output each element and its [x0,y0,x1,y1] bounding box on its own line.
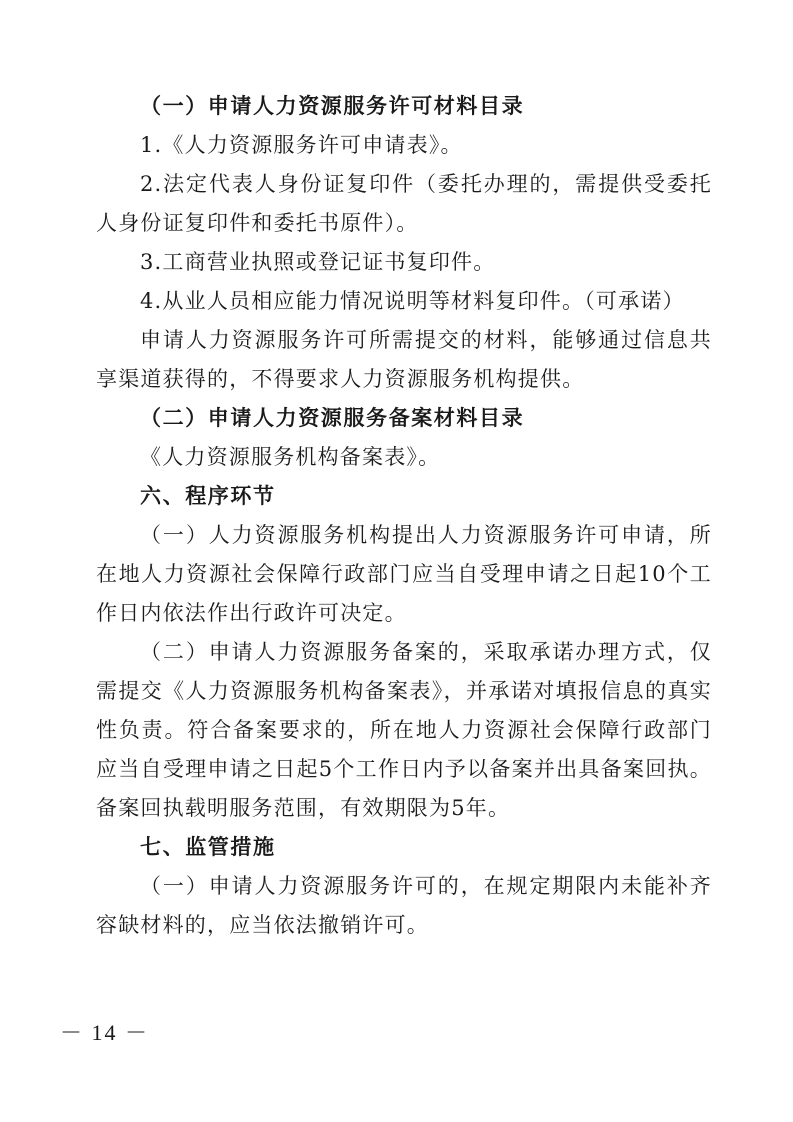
document-body [96,87,712,945]
paragraph-filing-form: 《人力资源服务机构备案表》。 [140,445,441,469]
paragraph-item-3: 3.工商营业执照或登记证书复印件。 [140,250,496,274]
section-heading-supervision: 七、监管措施 [140,835,276,859]
paragraph-item-4: 4.从业人员相应能力情况说明等材料复印件。（可承诺） [140,289,685,313]
paragraph-item-1: 1.《人力资源服务许可申请表》。 [140,133,463,157]
section-heading-procedure: 六、程序环节 [140,484,276,508]
paragraph-supervision-1: （一）申请人力资源服务许可的，在规定期限内未能补齐容缺材料的，应当依法撤销许可。 [96,874,712,937]
section-heading-filing-materials: （二）申请人力资源服务备案材料目录 [140,406,525,430]
page-number: － 14 － [60,1020,150,1045]
section-heading-permit-materials: （一）申请人力资源服务许可材料目录 [140,94,525,118]
paragraph-procedure-2: （二）申请人力资源服务备案的，采取承诺办理方式，仅需提交《人力资源服务机构备案表》，并承诺对填报信息的真实性负责。符合备案要求的，所在地人力资源社会保障行政部门应当自受理申请之日起5个工作日内予以备案并出具备案回执。备案回执载明服务范围，有效期限为5年。 [96,640,712,820]
paragraph-info-sharing: 申请人力资源服务许可所需提交的材料，能够通过信息共享渠道获得的，不得要求人力资源服务机构提供。 [96,328,712,391]
paragraph-procedure-1: （一）人力资源服务机构提出人力资源服务许可申请，所在地人力资源社会保障行政部门应当自受理申请之日起10个工作日内依法作出行政许可决定。 [96,523,712,625]
paragraph-item-2: 2.法定代表人身份证复印件（委托办理的，需提供受委托人身份证复印件和委托书原件）。 [96,172,712,235]
